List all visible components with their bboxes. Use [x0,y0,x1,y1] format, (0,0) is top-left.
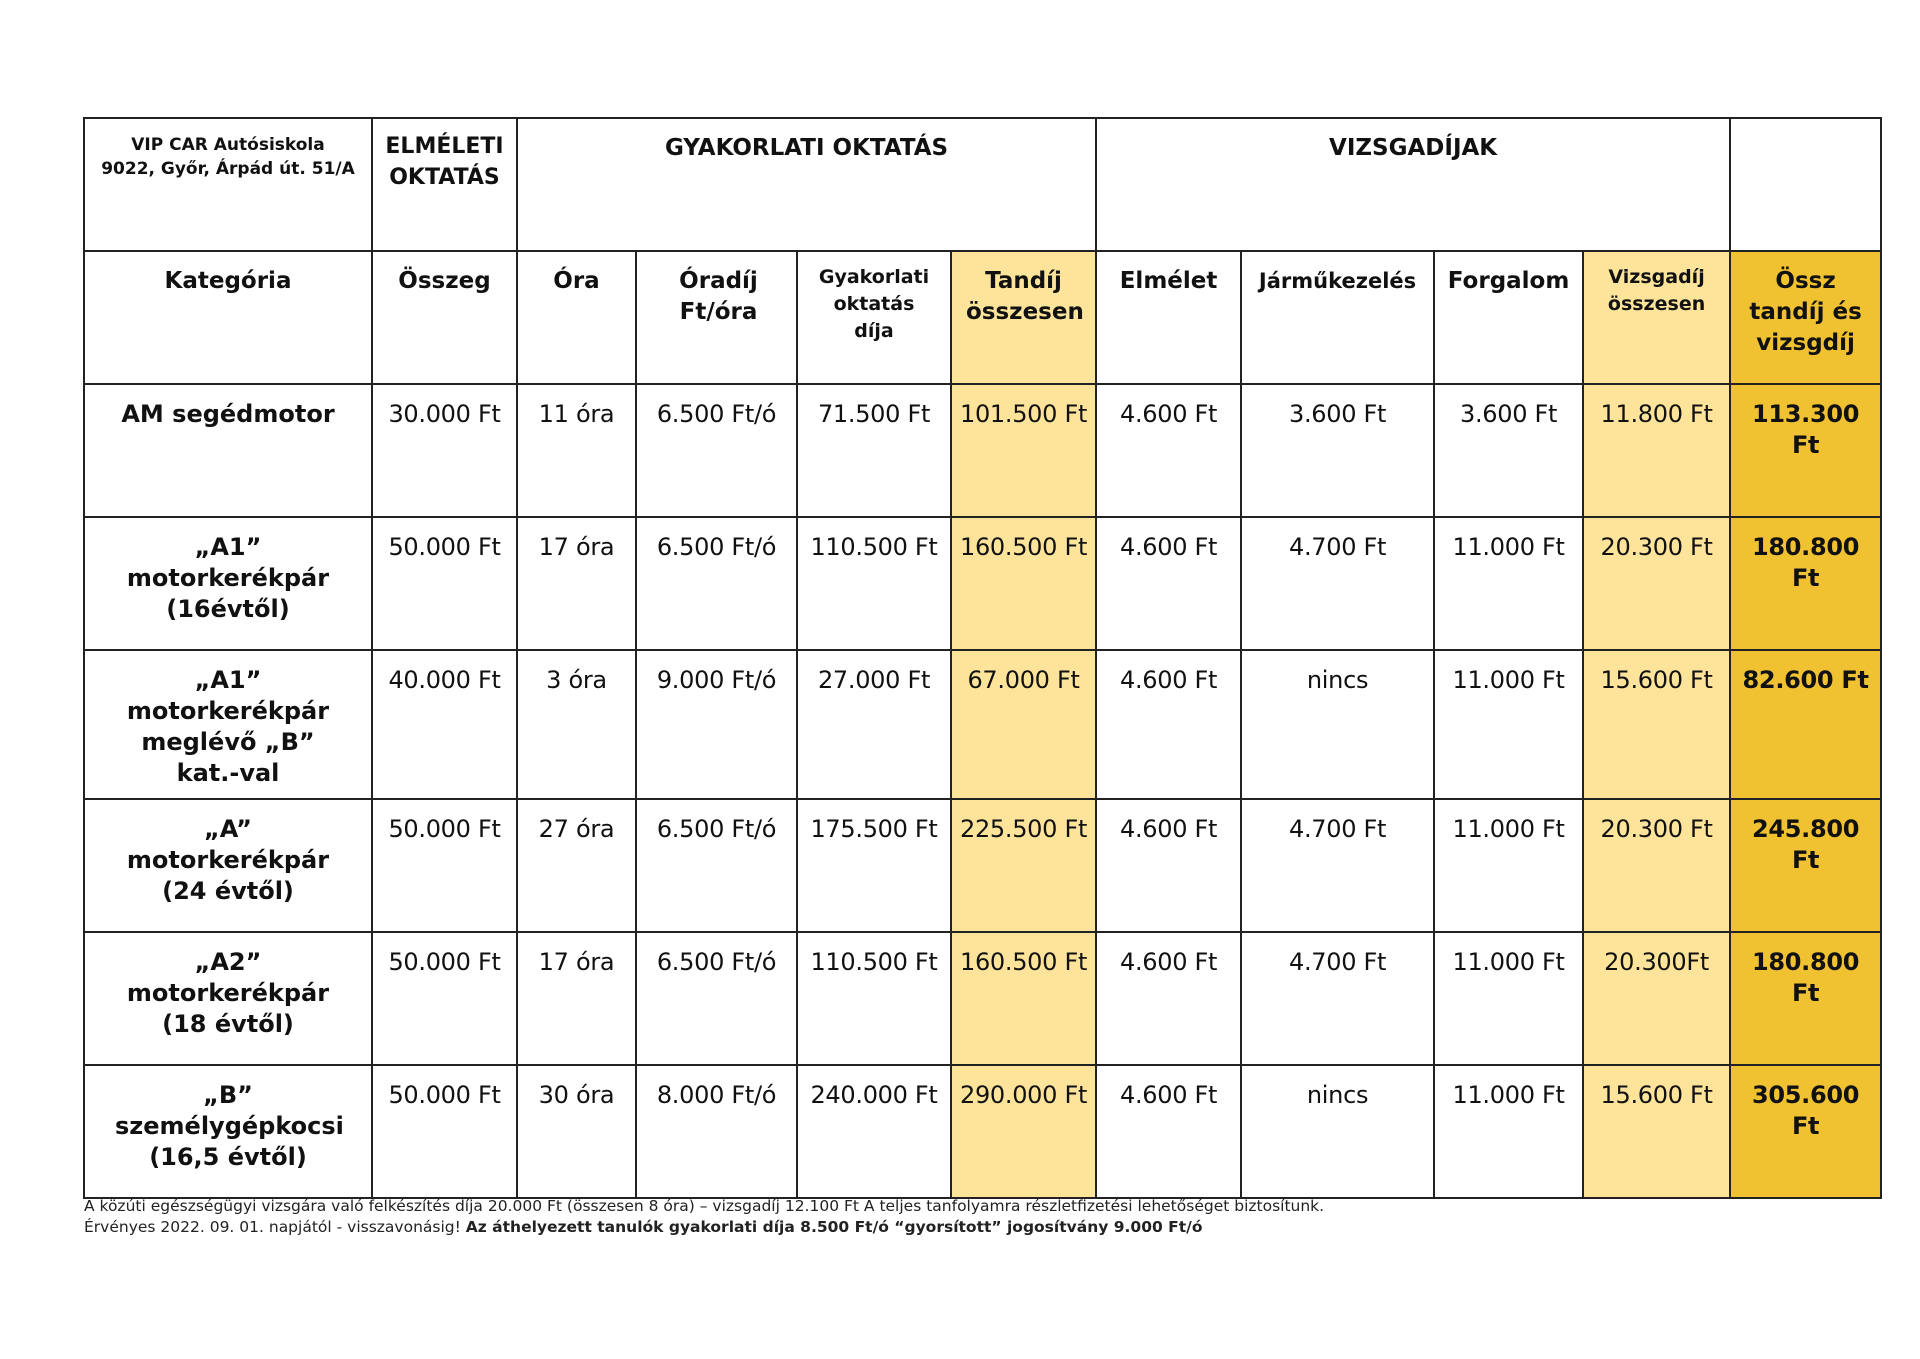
exam-group-header: VIZSGADÍJAK [1096,118,1730,251]
hourly-fee-cell: 6.500 Ft/ó [636,932,797,1065]
amount-cell: 50.000 Ft [372,517,517,650]
theory-exam-cell: 4.600 Ft [1096,932,1241,1065]
hourly-fee-cell: 9.000 Ft/ó [636,650,797,799]
tuition-total-cell: 67.000 Ft [951,650,1096,799]
col-traffic: Forgalom [1434,251,1583,384]
tuition-total-cell: 101.500 Ft [951,384,1096,517]
hours-cell: 30 óra [517,1065,636,1198]
price-table [83,117,1882,1199]
theory-exam-cell: 4.600 Ft [1096,650,1241,799]
hours-cell: 27 óra [517,799,636,932]
hourly-fee-cell: 6.500 Ft/ó [636,384,797,517]
practice-fee-cell: 110.500 Ft [797,517,951,650]
col-theory-exam: Elmélet [1096,251,1241,384]
col-vehicle-handling: Járműkezelés [1241,251,1434,384]
col-category: Kategória [84,251,372,384]
practice-fee-cell: 240.000 Ft [797,1065,951,1198]
table-row [84,799,1881,932]
group-header-row [84,118,1881,251]
category-cell: „A2” motorkerékpár (18 évtől) [84,932,372,1065]
exam-total-cell: 11.800 Ft [1583,384,1730,517]
footer-transfer-note: Az áthelyezett tanulók gyakorlati díja 8.500 Ft/ó “gyorsított” jogosítvány 9.000 Ft/ó [465,1218,1203,1236]
vehicle-handling-cell: nincs [1241,1065,1434,1198]
amount-cell: 30.000 Ft [372,384,517,517]
col-tuition-total: Tandíj összesen [951,251,1096,384]
theory-exam-cell: 4.600 Ft [1096,1065,1241,1198]
practice-fee-cell: 110.500 Ft [797,932,951,1065]
vehicle-handling-cell: 3.600 Ft [1241,384,1434,517]
school-address: 9022, Győr, Árpád út. 51/A [101,159,355,179]
footer-notes [84,1196,1324,1238]
tuition-total-cell: 225.500 Ft [951,799,1096,932]
exam-total-cell: 20.300Ft [1583,932,1730,1065]
hourly-fee-cell: 8.000 Ft/ó [636,1065,797,1198]
practice-fee-cell: 175.500 Ft [797,799,951,932]
table-row [84,1065,1881,1198]
category-cell: „A” motorkerékpár (24 évtől) [84,799,372,932]
category-cell: „A1” motorkerékpár (16évtől) [84,517,372,650]
vehicle-handling-cell: 4.700 Ft [1241,799,1434,932]
traffic-cell: 11.000 Ft [1434,932,1583,1065]
school-info-cell [84,118,372,251]
grand-total-cell: 113.300 Ft [1730,384,1881,517]
column-header-row [84,251,1881,384]
amount-cell: 50.000 Ft [372,1065,517,1198]
hourly-fee-cell: 6.500 Ft/ó [636,799,797,932]
hours-cell: 17 óra [517,517,636,650]
footer-validity: Érvényes 2022. 09. 01. napjától - visszavonásig! [84,1218,466,1236]
amount-cell: 40.000 Ft [372,650,517,799]
hours-cell: 11 óra [517,384,636,517]
table-row [84,650,1881,799]
school-name: VIP CAR Autósiskola [131,135,325,155]
category-cell: AM segédmotor [84,384,372,517]
category-cell: „B” személygépkocsi (16,5 évtől) [84,1065,372,1198]
theory-group-header: ELMÉLETI OKTATÁS [372,118,517,251]
hours-cell: 3 óra [517,650,636,799]
tuition-total-cell: 160.500 Ft [951,932,1096,1065]
traffic-cell: 3.600 Ft [1434,384,1583,517]
traffic-cell: 11.000 Ft [1434,650,1583,799]
grand-total-cell: 305.600 Ft [1730,1065,1881,1198]
grand-total-cell: 180.800 Ft [1730,932,1881,1065]
vehicle-handling-cell: 4.700 Ft [1241,932,1434,1065]
traffic-cell: 11.000 Ft [1434,517,1583,650]
practice-fee-cell: 27.000 Ft [797,650,951,799]
col-exam-total: Vizsgadíj összesen [1583,251,1730,384]
hourly-fee-cell: 6.500 Ft/ó [636,517,797,650]
tuition-total-cell: 290.000 Ft [951,1065,1096,1198]
theory-exam-cell: 4.600 Ft [1096,517,1241,650]
table-row [84,384,1881,517]
col-grand-total: Össz tandíj és vizsgdíj [1730,251,1881,384]
category-cell: „A1” motorkerékpár meglévő „B” kat.-val [84,650,372,799]
amount-cell: 50.000 Ft [372,932,517,1065]
table-row [84,517,1881,650]
col-amount: Összeg [372,251,517,384]
grand-total-cell: 82.600 Ft [1730,650,1881,799]
theory-exam-cell: 4.600 Ft [1096,799,1241,932]
vehicle-handling-cell: nincs [1241,650,1434,799]
amount-cell: 50.000 Ft [372,799,517,932]
hours-cell: 17 óra [517,932,636,1065]
empty-header-cell [1730,118,1881,251]
vehicle-handling-cell: 4.700 Ft [1241,517,1434,650]
exam-total-cell: 20.300 Ft [1583,517,1730,650]
tuition-total-cell: 160.500 Ft [951,517,1096,650]
col-hours: Óra [517,251,636,384]
traffic-cell: 11.000 Ft [1434,1065,1583,1198]
exam-total-cell: 15.600 Ft [1583,1065,1730,1198]
exam-total-cell: 20.300 Ft [1583,799,1730,932]
practice-fee-cell: 71.500 Ft [797,384,951,517]
traffic-cell: 11.000 Ft [1434,799,1583,932]
grand-total-cell: 180.800 Ft [1730,517,1881,650]
footer-line-1: A közúti egészségügyi vizsgára való felkészítés díja 20.000 Ft (összesen 8 óra) – vizsgadíj 12.100 Ft A teljes tanfolyamra részletfizetési lehetőséget biztosítunk. [84,1197,1325,1215]
practice-group-header: GYAKORLATI OKTATÁS [517,118,1096,251]
table-row [84,932,1881,1065]
footer-line-2 [84,1217,1324,1238]
grand-total-cell: 245.800 Ft [1730,799,1881,932]
theory-exam-cell: 4.600 Ft [1096,384,1241,517]
exam-total-cell: 15.600 Ft [1583,650,1730,799]
col-hourly-fee: Óradíj Ft/óra [636,251,797,384]
col-practice-fee: Gyakorlati oktatás díja [797,251,951,384]
